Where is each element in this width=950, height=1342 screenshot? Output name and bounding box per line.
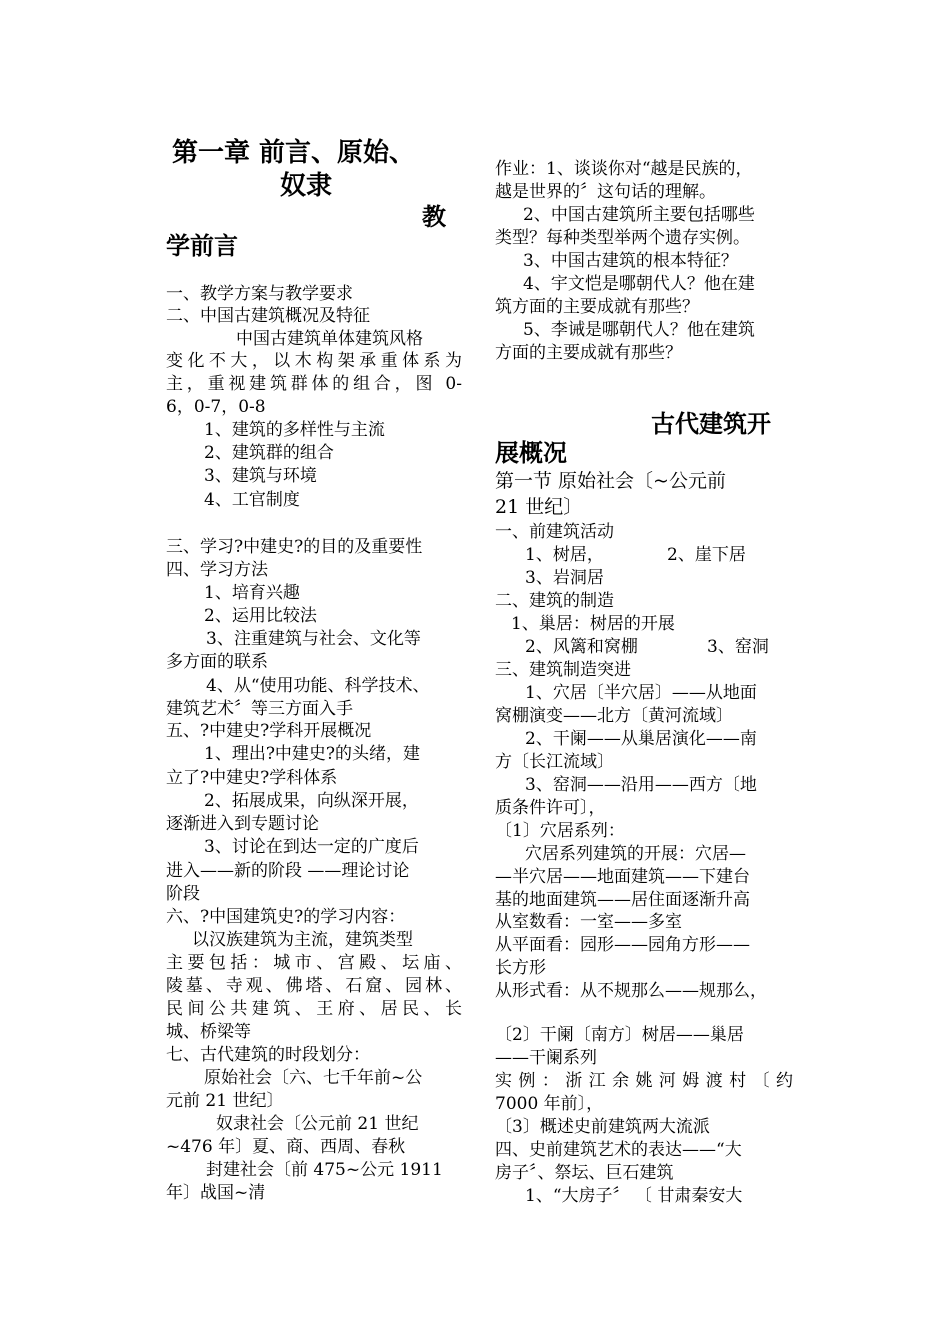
text-line: 3、注重建筑与社会、文化等 xyxy=(206,629,421,649)
homework-line: 越是世界的〞这句话的理解。 xyxy=(495,182,716,202)
text-line: 房子〞、祭坛、巨石建筑 xyxy=(495,1163,674,1183)
text-line: 长方形 xyxy=(495,958,546,978)
text-line: 从平面看：园形——园角方形—— xyxy=(495,935,750,955)
text-line: 6，0-7，0-8 xyxy=(166,397,266,417)
homework-line: 作业：1、谈谈你对“越是民族的， xyxy=(495,159,753,179)
text-line: 中国古建筑单体建筑风格 xyxy=(236,329,423,349)
section-heading-line-2: 学前言 xyxy=(166,231,238,260)
text-line: 二、中国古建筑概况及特征 xyxy=(166,306,370,326)
text-line: 1、理出?中建史?的头绪，建 xyxy=(204,744,421,764)
text-line: 1、培育兴趣 xyxy=(204,583,300,603)
text-line: 多方面的联系 xyxy=(166,652,268,672)
text-line: 四、史前建筑艺术的表达——“大 xyxy=(495,1140,742,1160)
text-line: 主要包括：城市、宫殿、坛庙、 xyxy=(166,953,462,973)
text-line: 2、建筑群的组合 xyxy=(204,443,334,463)
text-line: 主，重视建筑群体的组合，图 0- xyxy=(166,374,462,394)
text-line: 进入——新的阶段 ——理论讨论 xyxy=(166,861,410,881)
text-line: 2、干阑——从巢居演化——南 xyxy=(525,729,757,749)
text-line: 民间公共建筑、王府、居民、长 xyxy=(166,999,462,1019)
text-line: 奴隶社会〔公元前 21 世纪 xyxy=(216,1114,419,1134)
text-line: 4、工官制度 xyxy=(204,490,300,510)
homework-line: 类型？每种类型举两个遗存实例。 xyxy=(495,228,750,248)
text-line: —半穴居——地面建筑——下建台 xyxy=(495,867,750,887)
section-title-line-1: 第一节 原始社会〔~公元前 xyxy=(495,470,726,492)
text-line: 〔2〕干阑〔南方〕树居——巢居 xyxy=(495,1025,744,1045)
text-line: 4、从“使用功能、科学技术、 xyxy=(206,676,430,696)
text-line: 三、学习?中建史?的目的及重要性 xyxy=(166,537,423,557)
text-line: 建筑艺术〞等三方面入手 xyxy=(166,699,353,719)
text-line: 逐渐进入到专题讨论 xyxy=(166,814,319,834)
chapter-title-line-2: 奴隶 xyxy=(280,171,333,201)
text-line: 实例：浙江余姚河姆渡村〔约 xyxy=(495,1071,793,1091)
text-line: ~476 年〕夏、商、西周、春秋 xyxy=(166,1137,406,1157)
text-line: 3、窑洞——沿用——西方〔地 xyxy=(525,775,757,795)
text-line: 3、窑洞 xyxy=(707,637,769,657)
text-line: 变化不大，以木构架承重体系为 xyxy=(166,351,462,371)
text-line: 四、学习方法 xyxy=(166,560,268,580)
text-line: 2、风篱和窝棚 xyxy=(525,637,638,657)
homework-line: 筑方面的主要成就有那些？ xyxy=(495,297,699,317)
text-line: 2、拓展成果，向纵深开展， xyxy=(204,791,419,811)
text-line: 元前 21 世纪〕 xyxy=(166,1091,284,1111)
section-heading-line-1: 教 xyxy=(422,202,446,231)
text-line: 2、运用比较法 xyxy=(204,606,317,626)
history-heading-line-1: 古代建筑开 xyxy=(651,409,771,438)
section-title-line-2: 21 世纪〕 xyxy=(495,496,583,518)
text-line: 年〕战国~清 xyxy=(166,1183,266,1203)
text-line: 方〔长江流域〕 xyxy=(495,752,614,772)
text-line: 基的地面建筑——居住面逐渐升高 xyxy=(495,890,750,910)
text-line: 3、岩洞居 xyxy=(525,568,604,588)
text-line: 1、穴居〔半穴居〕——从地面 xyxy=(525,683,757,703)
homework-line: 2、中国古建筑所主要包括哪些 xyxy=(523,205,755,225)
text-line: 3、建筑与环境 xyxy=(204,466,317,486)
homework-line: 5、李诫是哪朝代人？他在建筑 xyxy=(523,320,755,340)
text-line: 六、?中国建筑史?的学习内容： xyxy=(166,907,406,927)
text-line: 七、古代建筑的时段划分： xyxy=(166,1045,370,1065)
text-line: 1、树居， xyxy=(525,545,604,565)
text-line: 7000 年前〕， xyxy=(495,1094,604,1114)
text-line: 陵墓、寺观、佛塔、石窟、园林、 xyxy=(166,976,462,996)
text-line: 1、“大房子〞 〔 甘肃秦安大 xyxy=(525,1186,743,1206)
chapter-title-line-1: 第一章 前言、原始、 xyxy=(172,138,416,168)
text-line: 阶段 xyxy=(166,884,200,904)
text-line: 穴居系列建筑的开展：穴居— xyxy=(525,844,746,864)
homework-line: 3、中国古建筑的根本特征？ xyxy=(523,251,738,271)
text-line: 质条件许可〕， xyxy=(495,798,606,818)
text-line: 封建社会〔前 475~公元 1911 xyxy=(206,1160,443,1180)
text-line: 3、讨论在到达一定的广度后 xyxy=(204,837,419,857)
homework-line: 4、宇文恺是哪朝代人？他在建 xyxy=(523,274,755,294)
history-heading-line-2: 展概况 xyxy=(495,438,567,467)
text-line: 原始社会〔六、七千年前~公 xyxy=(204,1068,423,1088)
text-line: 窝棚演变——北方〔黄河流域〕 xyxy=(495,706,733,726)
text-line: 立了?中建史?学科体系 xyxy=(166,768,338,788)
text-line: 以汉族建筑为主流，建筑类型 xyxy=(192,930,413,950)
text-line: 1、建筑的多样性与主流 xyxy=(204,420,385,440)
text-line: 〔3〕概述史前建筑两大流派 xyxy=(495,1117,710,1137)
text-line: 1、巢居：树居的开展 xyxy=(511,614,675,634)
text-line: 从形式看：从不规那么——规那么， xyxy=(495,981,767,1001)
text-line: 五、?中建史?学科开展概况 xyxy=(166,721,372,741)
text-line: 二、建筑的制造 xyxy=(495,591,614,611)
text-line: 城、桥梁等 xyxy=(166,1022,251,1042)
homework-line: 方面的主要成就有那些？ xyxy=(495,343,682,363)
text-line: 从室数看：一室——多室 xyxy=(495,912,682,932)
text-line: 2、崖下居 xyxy=(667,545,746,565)
text-line: 〔1〕穴居系列： xyxy=(495,821,625,841)
text-line: 三、建筑制造突进 xyxy=(495,660,631,680)
text-line: 一、前建筑活动 xyxy=(495,522,614,542)
text-line: 一、教学方案与教学要求 xyxy=(166,284,353,304)
text-line: ——干阑系列 xyxy=(495,1048,597,1068)
